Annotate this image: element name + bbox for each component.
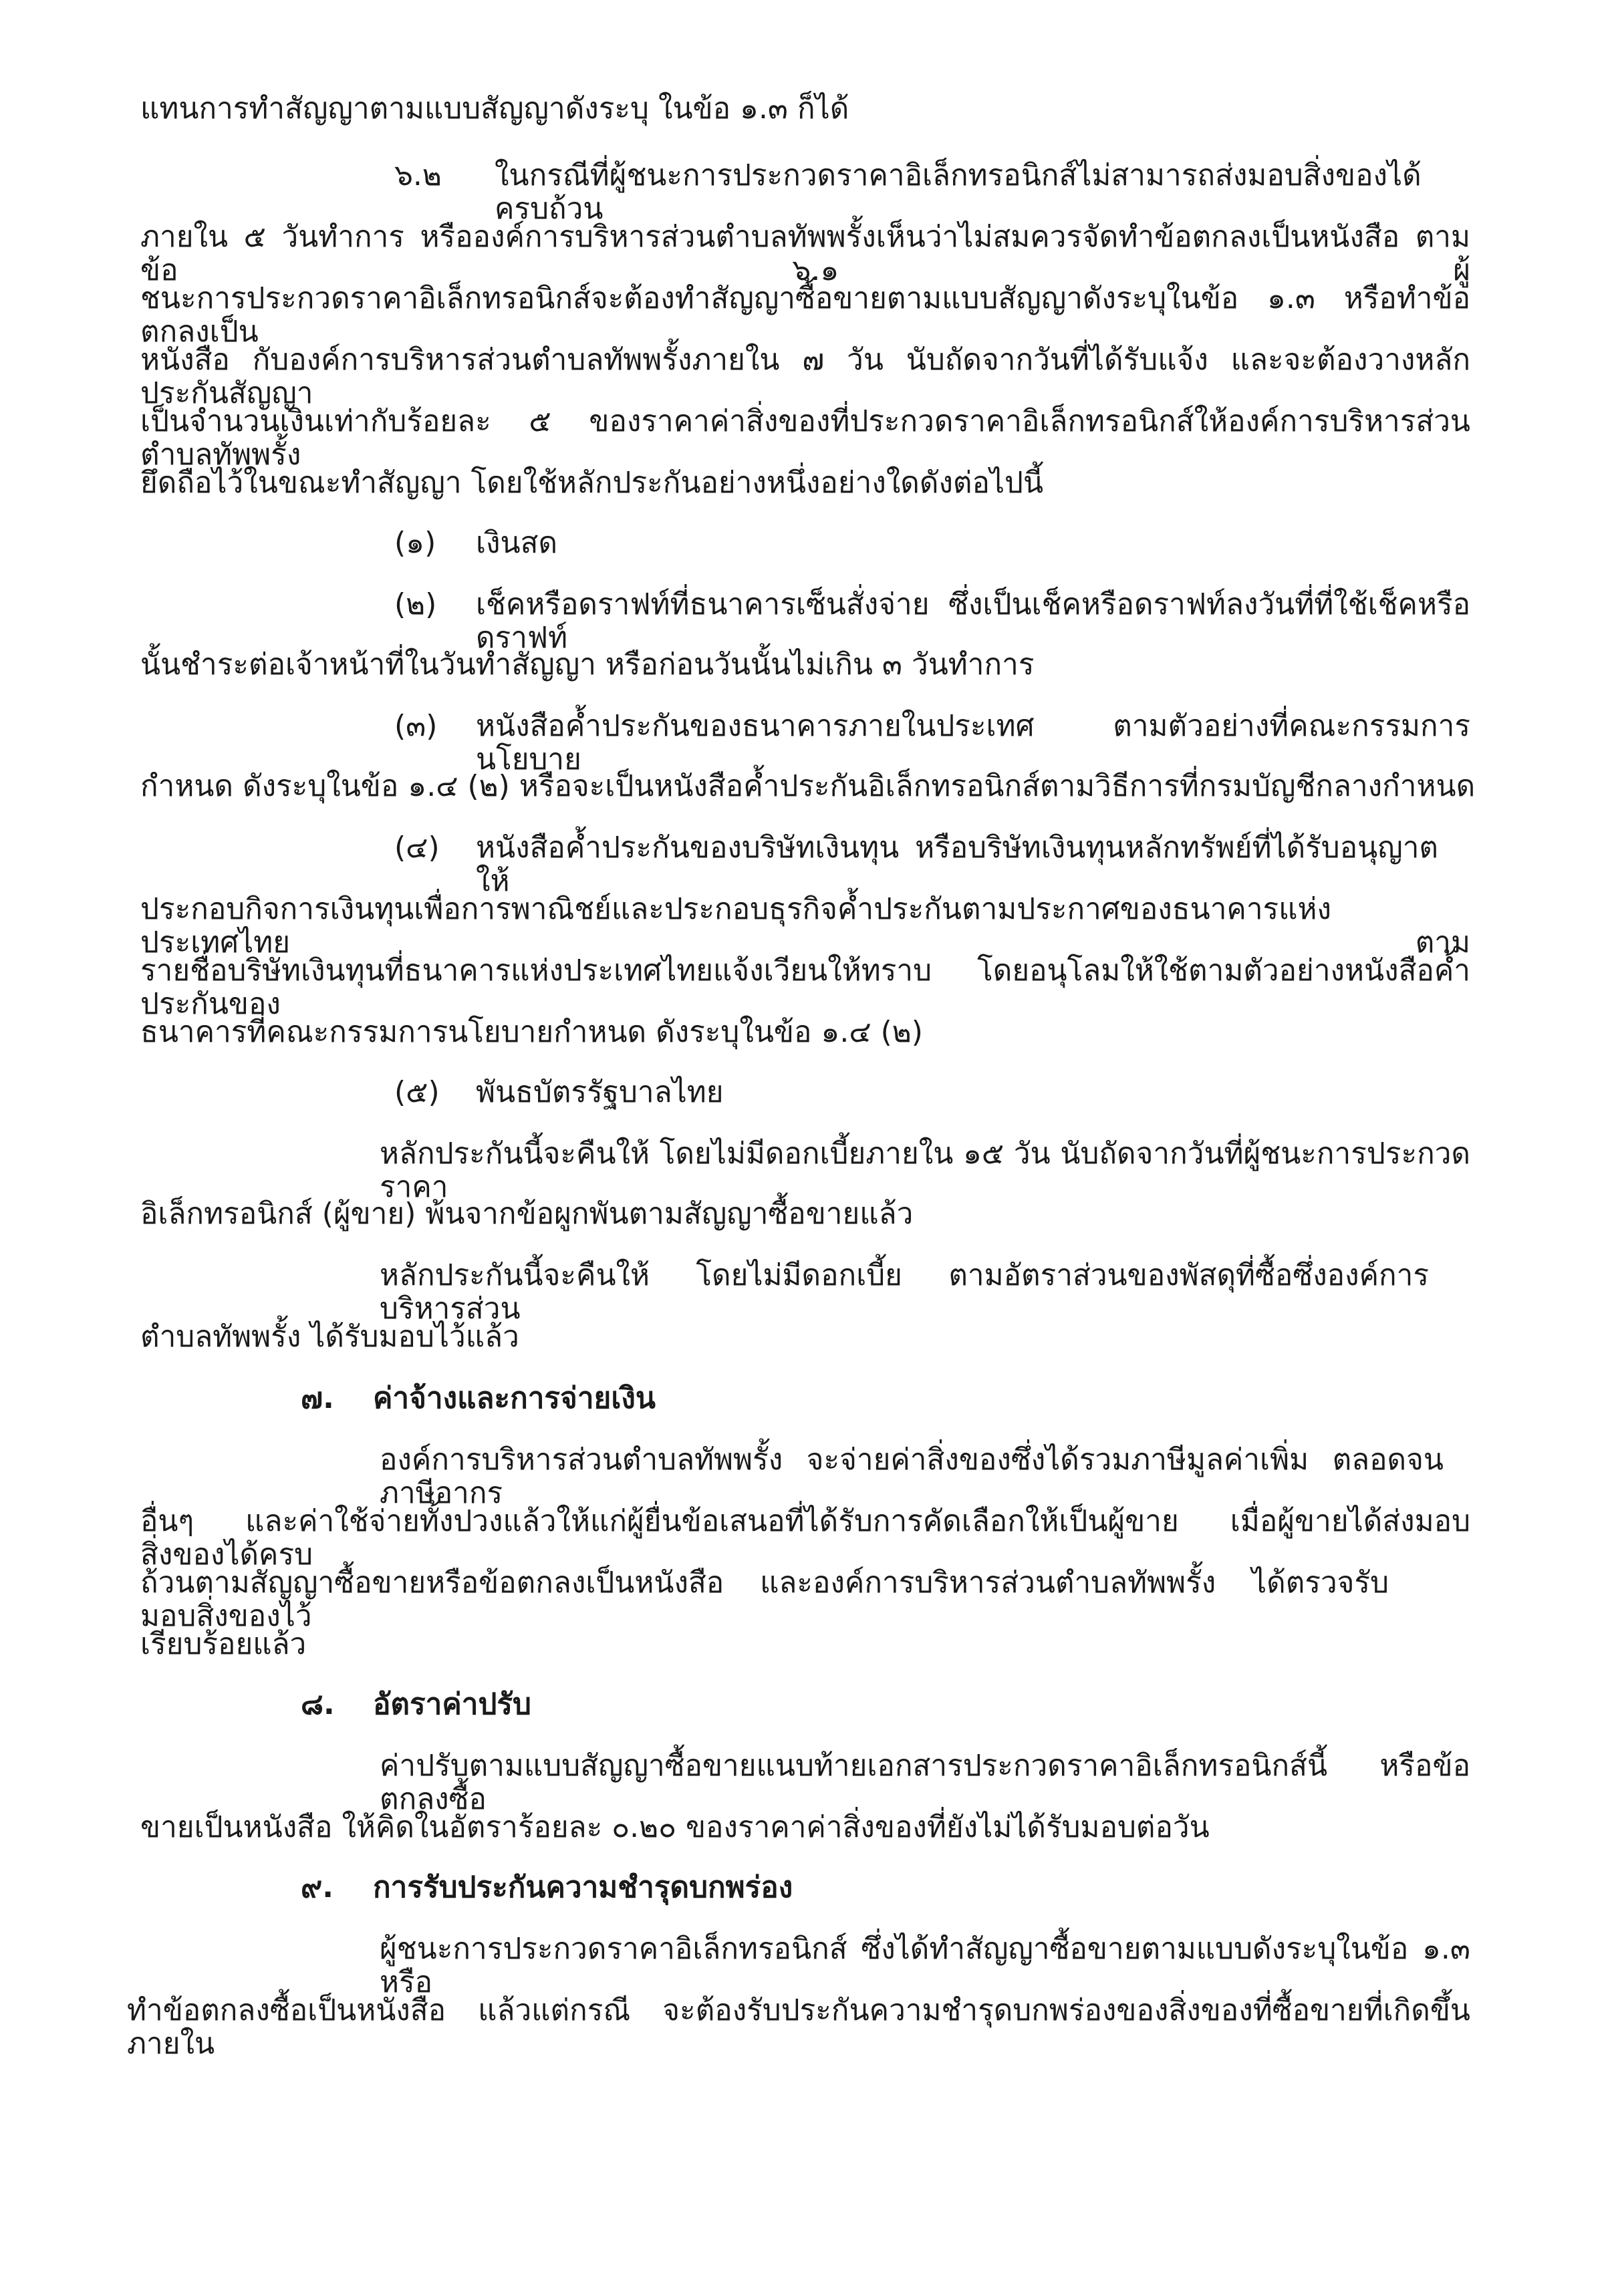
item-text: พันธบัตรรัฐบาลไทย [476,1075,724,1109]
clause-6-2-line: ชนะการประกวดราคาอิเล็กทรอนิกส์จะต้องทำสัญญาซื้อขายตามแบบสัญญาดังระบุในข้อ ๑.๓ หรือทำข้อตกลงเป็น [140,281,1470,349]
section-number: ๙. [301,1870,333,1904]
clause-6-2-line: เป็นจำนวนเงินเท่ากับร้อยละ ๕ ของราคาค่าสิ่งของที่ประกวดราคาอิเล็กทรอนิกส์ให้องค์การบริหารส่วนตำบลทัพพรั้ง [140,404,1470,472]
item-number: (๕) [394,1075,440,1109]
paragraph-line: ทำข้อตกลงซื้อเป็นหนังสือ แล้วแต่กรณี จะต้องรับประกันความชำรุดบกพร่องของสิ่งของที่ซื้อขายที่เกิดขึ้นภายใน [127,1993,1470,2061]
paragraph-line: ถ้วนตามสัญญาซื้อขายหรือข้อตกลงเป็นหนังสือ และองค์การบริหารส่วนตำบลทัพพรั้ง ได้ตรวจรับมอบสิ่งของไว้ [140,1566,1389,1633]
item-text: ประกอบกิจการเงินทุนเพื่อการพาณิชย์และประกอบธุรกิจค้ำประกันตามประกาศของธนาคารแห่งประเทศไทย ตาม [140,892,1470,960]
paragraph-line: อื่นๆ และค่าใช้จ่ายทั้งปวงแล้วให้แก่ผู้ยื่นข้อเสนอที่ได้รับการคัดเลือกให้เป็นผู้ขาย เมื่อผู้ขายได้ส่งมอบสิ่งของได้ครบ [140,1504,1470,1572]
clause-number: ๖.๒ [394,158,442,192]
item-text: กำหนด ดังระบุในข้อ ๑.๔ (๒) หรือจะเป็นหนังสือค้ำประกันอิเล็กทรอนิกส์ตามวิธีการที่กรมบัญชีกลางกำหนด [140,769,1476,803]
clause-6-2-line: ยึดถือไว้ในขณะทำสัญญา โดยใช้หลักประกันอย่างหนึ่งอย่างใดดังต่อไปนี้ [140,466,1044,500]
item-text: หนังสือค้ำประกันของธนาคารภายในประเทศ ตามตัวอย่างที่คณะกรรมการนโยบาย [476,709,1470,776]
section-heading: ค่าจ้างและการจ่ายเงิน [373,1381,656,1415]
item-text: เงินสด [476,526,558,560]
paragraph-continuation: แทนการทำสัญญาตามแบบสัญญาดังระบุ ในข้อ ๑.๓ ก็ได้ [140,92,849,126]
paragraph-line: อิเล็กทรอนิกส์ (ผู้ขาย) พ้นจากข้อผูกพันตามสัญญาซื้อขายแล้ว [140,1197,914,1231]
clause-6-2-line: ในกรณีที่ผู้ชนะการประกวดราคาอิเล็กทรอนิกส์ไม่สามารถส่งมอบสิ่งของได้ครบถ้วน [495,158,1422,226]
paragraph-line: ผู้ชนะการประกวดราคาอิเล็กทรอนิกส์ ซึ่งได้ทำสัญญาซื้อขายตามแบบดังระบุในข้อ ๑.๓ หรือ [380,1932,1470,1999]
section-heading: การรับประกันความชำรุดบกพร่อง [373,1870,793,1904]
item-text: รายชื่อบริษัทเงินทุนที่ธนาคารแห่งประเทศไทยแจ้งเวียนให้ทราบ โดยอนุโลมให้ใช้ตามตัวอย่างหนังสือค้ำประกันของ [140,954,1470,1021]
clause-6-2-line: ภายใน ๕ วันทำการ หรือองค์การบริหารส่วนตำบลทัพพรั้งเห็นว่าไม่สมควรจัดทำข้อตกลงเป็นหนังสือ ตามข้อ ๖.๑ ผู้ [140,220,1470,287]
section-number: ๘. [301,1687,335,1721]
item-text: หนังสือค้ำประกันของบริษัทเงินทุน หรือบริษัทเงินทุนหลักทรัพย์ที่ได้รับอนุญาตให้ [476,831,1438,898]
item-number: (๓) [394,709,438,743]
paragraph-line: หลักประกันนี้จะคืนให้ โดยไม่มีดอกเบี้ยภายใน ๑๕ วัน นับถัดจากวันที่ผู้ชนะการประกวดราคา [380,1137,1470,1204]
paragraph-line: ค่าปรับตามแบบสัญญาซื้อขายแนบท้ายเอกสารประกวดราคาอิเล็กทรอนิกส์นี้ หรือข้อตกลงซื้อ [380,1749,1470,1816]
item-text: นั้นชำระต่อเจ้าหน้าที่ในวันทำสัญญา หรือก่อนวันนั้นไม่เกิน ๓ วันทำการ [140,648,1035,682]
clause-6-2-line: หนังสือ กับองค์การบริหารส่วนตำบลทัพพรั้งภายใน ๗ วัน นับถัดจากวันที่ได้รับแจ้ง และจะต้องวางหลักประกันสัญญา [140,343,1470,410]
item-number: (๔) [394,831,440,865]
item-number: (๒) [394,587,437,621]
paragraph-line: ตำบลทัพพรั้ง ได้รับมอบไว้แล้ว [140,1320,519,1354]
paragraph-line: เรียบร้อยแล้ว [140,1627,307,1661]
item-text: เช็คหรือดราฟท์ที่ธนาคารเซ็นสั่งจ่าย ซึ่งเป็นเช็คหรือดราฟท์ลงวันที่ที่ใช้เช็คหรือดราฟท์ [476,587,1470,655]
section-heading: อัตราค่าปรับ [373,1687,531,1721]
paragraph-line: หลักประกันนี้จะคืนให้ โดยไม่มีดอกเบี้ย ตามอัตราส่วนของพัสดุที่ซื้อซึ่งองค์การบริหารส่วน [380,1258,1429,1326]
paragraph-line: องค์การบริหารส่วนตำบลทัพพรั้ง จะจ่ายค่าสิ่งของซึ่งได้รวมภาษีมูลค่าเพิ่ม ตลอดจนภาษีอากร [380,1443,1444,1510]
item-text: ธนาคารที่คณะกรรมการนโยบายกำหนด ดังระบุในข้อ ๑.๔ (๒) [140,1015,923,1049]
section-number: ๗. [301,1381,334,1415]
item-number: (๑) [394,526,436,560]
paragraph-line: ขายเป็นหนังสือ ให้คิดในอัตราร้อยละ ๐.๒๐ ของราคาค่าสิ่งของที่ยังไม่ได้รับมอบต่อวัน [140,1810,1210,1844]
